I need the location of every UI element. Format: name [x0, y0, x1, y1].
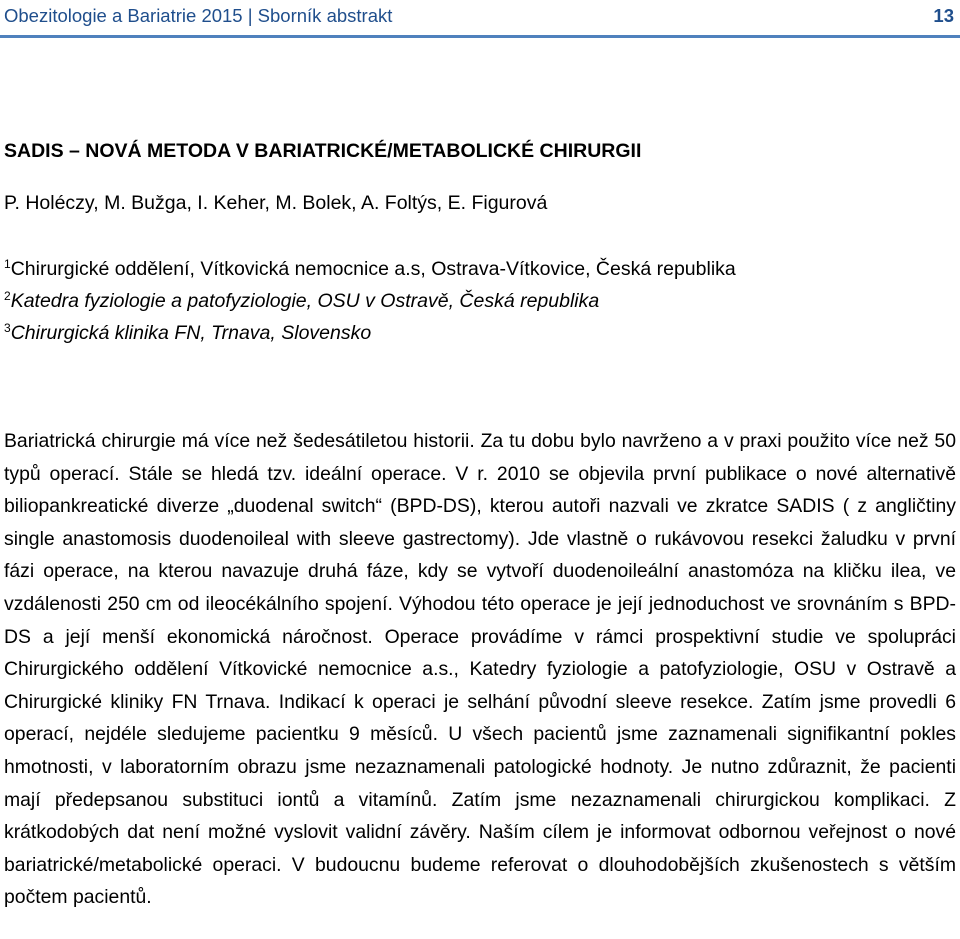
publication-title: Obezitologie a Bariatrie 2015 | Sborník abstrakt	[4, 5, 393, 26]
page-number: 13	[933, 5, 954, 26]
affiliation-2-marker: 2	[4, 289, 11, 303]
abstract-text: Bariatrická chirurgie má více než šedesátiletou historii. Za tu dobu bylo navrženo a v praxi použito více než 50 typů operací. Stále se hledá tzv. ideální operace. V r. 2010 se objevila první publikace o nové alternativě biliopankreatické diverze „duodenal switch“ (BPD-DS), kterou autoři nazvali ve zkratce SADIS ( z angličtiny single anastomosis duodenoileal with sleeve gastrectomy). Jde vlastně o rukávovou resekci žaludku v první fázi operace, na kterou navazuje druhá fáze, kdy se vytvoří duodenoileální anastomóza na kličku ilea, ve vzdálenosti 250 cm od ileocékálního spojení. Výhodou této operace je její jednoduchost ve srovnáním s BPD-DS a její menší ekonomická náročnost. Operace provádíme v rámci prospektivní studie ve spolupráci Chirurgického oddělení Vítkovické nemocnice a.s., Katedry fyziologie a patofyziologie, OSU v Ostravě a Chirurgické kliniky FN Trnava. Indikací k operaci je selhání původní sleeve resekce. Zatím jsme provedli 6 operací, nejdéle sledujeme pacientku 9 měsíců. U všech pacientů jsme zaznamenali signifikantní pokles hmotnosti, v laboratorním obrazu jsme nezaznamenali patologické hodnoty. Je nutno zdůraznit, že pacienti mají předepsanou substituci iontů a vitamínů. Zatím jsme nezaznamenali chirurgickou komplikaci. Z krátkodobých dat není možné vyslovit validní závěry. Naším cílem je informovat odbornou veřejnost o nové bariatrické/metabolické operaci. V budoucnu budeme referovat o dlouhodobějších zkušenostech s větším počtem pacientů.	[4, 430, 956, 909]
article-title: SADIS – NOVÁ METODA V BARIATRICKÉ/METABOLICKÉ CHIRURGII	[4, 140, 642, 162]
affiliation-3-text: Chirurgická klinika FN, Trnava, Slovensko	[10, 322, 372, 344]
affiliation-1-marker: 1	[4, 257, 11, 271]
author-list: P. Holéczy, M. Bužga, I. Keher, M. Bolek, A. Foltýs, E. Figurová	[4, 192, 548, 214]
affiliation-2-text: Katedra fyziologie a patofyziologie, OSU v Ostravě, Česká republika	[10, 290, 600, 312]
header-divider	[0, 35, 960, 38]
affiliation-3-marker: 3	[4, 321, 11, 335]
affiliation-2	[4, 290, 599, 313]
affiliation-1-text: Chirurgické oddělení, Vítkovická nemocnice a.s, Ostrava-Vítkovice, Česká republika	[10, 258, 736, 280]
affiliation-3	[4, 322, 371, 345]
page-header	[0, 0, 960, 36]
affiliation-1	[4, 258, 736, 281]
